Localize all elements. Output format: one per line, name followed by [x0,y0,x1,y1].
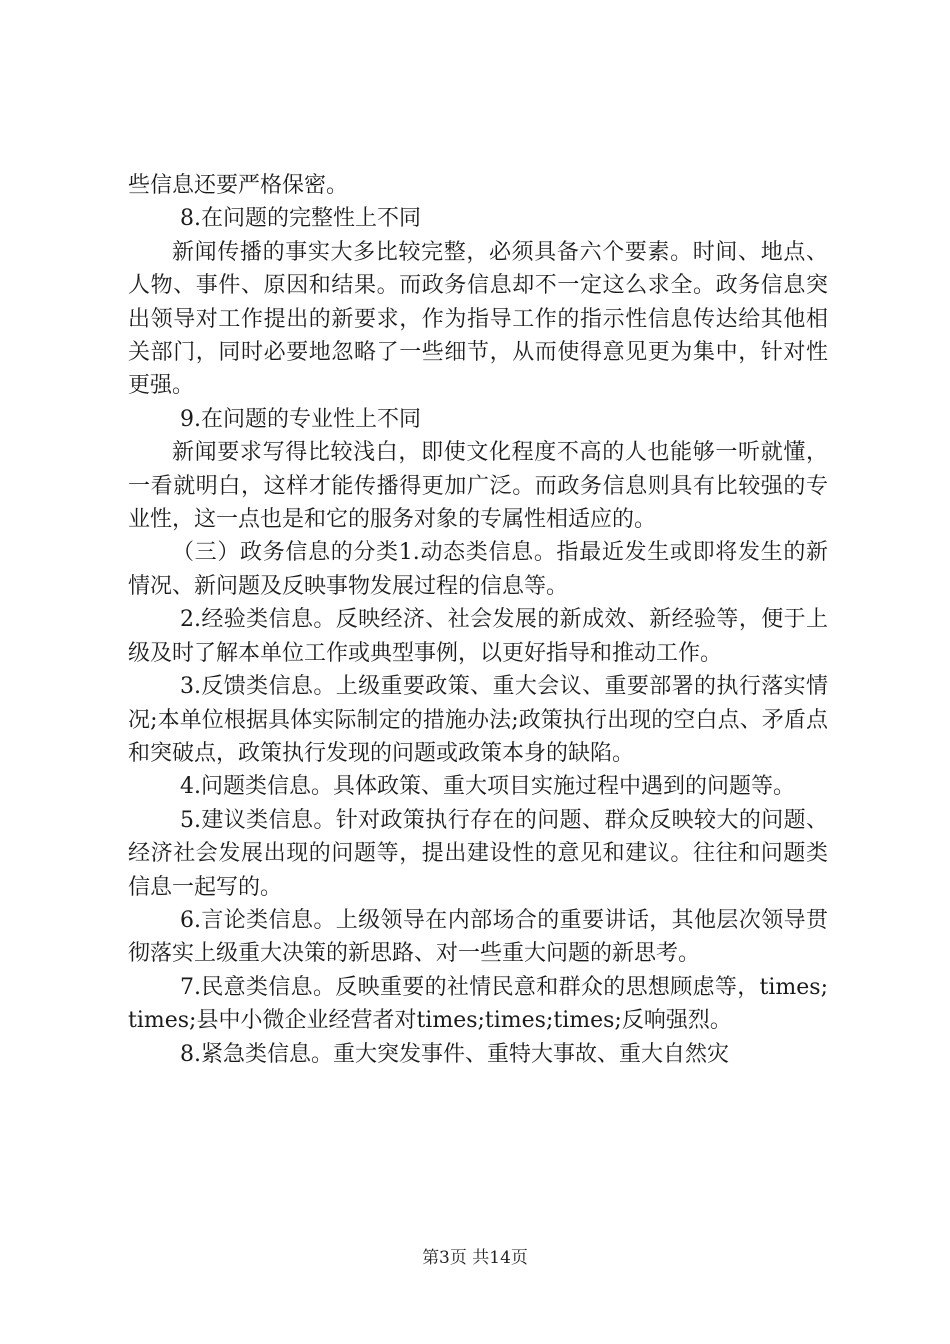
list-item: 3.反馈类信息。上级重要政策、重大会议、重要部署的执行落实情况;本单位根据具体实际制定的措施办法;政策执行出现的空白点、矛盾点和突破点，政策执行发现的问题或政策本身的缺陷。 [128,674,828,766]
list-item: 2.经验类信息。反映经济、社会发展的新成效、新经验等，便于上级及时了解本单位工作或典型事例，以更好指导和推动工作。 [128,607,828,666]
paragraph: 些信息还要严格保密。 [128,173,349,198]
paragraph: 新闻要求写得比较浅白，即使文化程度不高的人也能够一听就懂，一看就明白，这样才能传播得更加广泛。而政务信息则具有比较强的专业性，这一点也是和它的服务对象的专属性相适应的。 [128,440,828,533]
section-heading: 8.在问题的完整性上不同 [180,206,421,232]
paragraph: （三）政务信息的分类1.动态类信息。指最近发生或即将发生的新情况、新问题及反映事物发展过程的信息等。 [128,540,828,599]
page-number-footer: 第3页 共14页 [422,1248,528,1268]
section-heading: 9.在问题的专业性上不同 [180,406,421,432]
list-item: 5.建议类信息。针对政策执行存在的问题、群众反映较大的问题、经济社会发展出现的问题等，提出建设性的意见和建议。往往和问题类信息一起写的。 [128,807,828,900]
document-body [128,169,828,1071]
list-item: 8.紧急类信息。重大突发事件、重特大事故、重大自然灾 [180,1041,729,1067]
list-item: 7.民意类信息。反映重要的社情民意和群众的思想顾虑等，times;times;县中小微企业经营者对times;times;times;反响强烈。 [128,974,828,1034]
paragraph: 新闻传播的事实大多比较完整，必须具备六个要素。时间、地点、人物、事件、原因和结果。而政务信息却不一定这么求全。政务信息突出领导对工作提出的新要求，作为指导工作的指示性信息传达给其他相关部门，同时必要地忽略了一些细节，从而使得意见更为集中，针对性更强。 [128,239,828,399]
list-item: 4.问题类信息。具体政策、重大项目实施过程中遇到的问题等。 [180,774,795,800]
list-item: 6.言论类信息。上级领导在内部场合的重要讲话，其他层次领导贯彻落实上级重大决策的新思路、对一些重大问题的新思考。 [128,907,828,967]
